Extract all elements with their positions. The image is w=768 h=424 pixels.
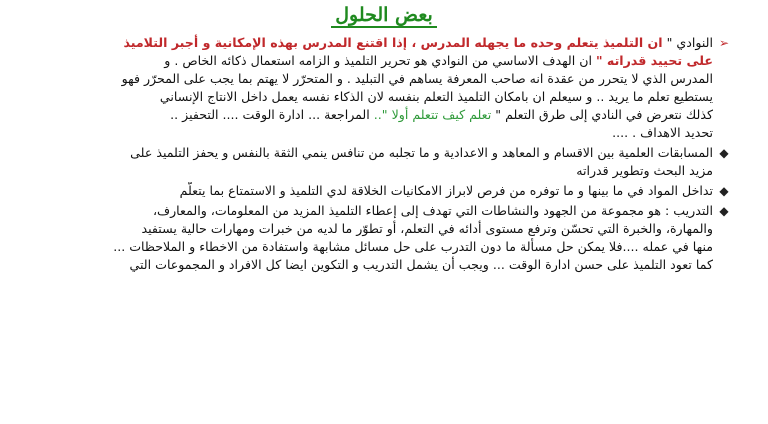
text-run: كما تعود التلميذ على حسن ادارة الوقت ... ويجب أن يشمل التدريب و التكوين ايضا كل الافراد و المجموعات التي (129, 257, 713, 272)
text-line (78, 34, 713, 52)
text-run: المراجعة ... ادارة الوقت .... التحفيز .. (170, 107, 374, 122)
text-line (78, 144, 713, 162)
arrow-bullet-icon: ➢ (718, 36, 730, 50)
text-run: المدرس الذي لا يتحرر من عقدة انه صاحب المعرفة يساهم في التبليد . و المتحرّر لا يهتم بما يجب على المحرّر فهو (121, 71, 713, 86)
text-line (78, 256, 713, 274)
diamond-bullet-icon: ◆ (719, 146, 729, 160)
text-run: مزيد البحث وتطوير قدراته (576, 163, 713, 178)
solutions-list (78, 34, 730, 276)
text-run: ان الهدف الاساسي من النوادي هو تحرير التلميذ و الزامه استعمال ذكائه الخاص . و (164, 53, 596, 68)
text-line (78, 220, 713, 238)
diamond-bullet-icon: ◆ (719, 204, 729, 218)
diamond-bullet-icon: ◆ (719, 184, 729, 198)
highlight-quote: ان التلميذ يتعلم وحده ما يجهله المدرس ، إذا اقتنع المدرس بهذه الإمكانية و أجبر التلاميذ (123, 35, 663, 50)
text-line (78, 182, 713, 200)
highlight-phrase: تعلم كيف تتعلم أولا ".. (373, 107, 492, 122)
list-item (78, 144, 729, 180)
text-run: منها في عمله ....فلا يمكن حل مسألة ما دون التدرب على حل مسائل مشابهة واستفادة من الاخطاء و الملاحظات ... (113, 239, 713, 254)
text-line (78, 124, 713, 142)
text-line (78, 88, 713, 106)
text-line (78, 202, 713, 220)
list-item (78, 202, 729, 274)
text-run: التدريب : هو مجموعة من الجهود والنشاطات التي تهدف إلى إعطاء التلميذ المزيد من المعلومات، والمعارف، (152, 203, 713, 218)
text-line (78, 162, 713, 180)
text-run: النوادي " (662, 35, 713, 50)
highlight-quote: على تحييد قدراته " (595, 53, 713, 68)
text-line (78, 70, 713, 88)
list-item (78, 34, 730, 142)
text-run: تحديد الاهداف . .... (612, 125, 713, 140)
list-item (78, 182, 729, 200)
text-line (78, 106, 713, 124)
text-run: يستطيع تعلم ما يريد .. و سيعلم ان بامكان التلميذ التعلم بنفسه لان الذكاء نفسه يعمل داخل الانتاج الإنساني (159, 89, 713, 104)
text-line (78, 52, 713, 70)
text-run: المسابقات العلمية بين الاقسام و المعاهد و الاعدادية و ما تجلبه من تنافس ينمي الثقة بالنفس و يحفز التلميذ على (130, 145, 713, 160)
text-run: كذلك نتعرض في النادي إلى طرق التعلم " (491, 107, 713, 122)
text-line (78, 238, 713, 256)
text-run: والمهارة، والخبرة التي تحسّن وترفع مستوى أدائه في التعلم، أو تطوّر ما لديه من خبرات ومهارات حالية يستفيد (141, 221, 713, 236)
page-title (0, 3, 768, 27)
page-title-text: بعض الحلول (331, 4, 437, 28)
text-run: تداخل المواد في ما بينها و ما توفره من فرص لابراز الامكانيات الخلاقة لدي التلميذ و الاستمتاع بما يتعلّم (179, 183, 713, 198)
